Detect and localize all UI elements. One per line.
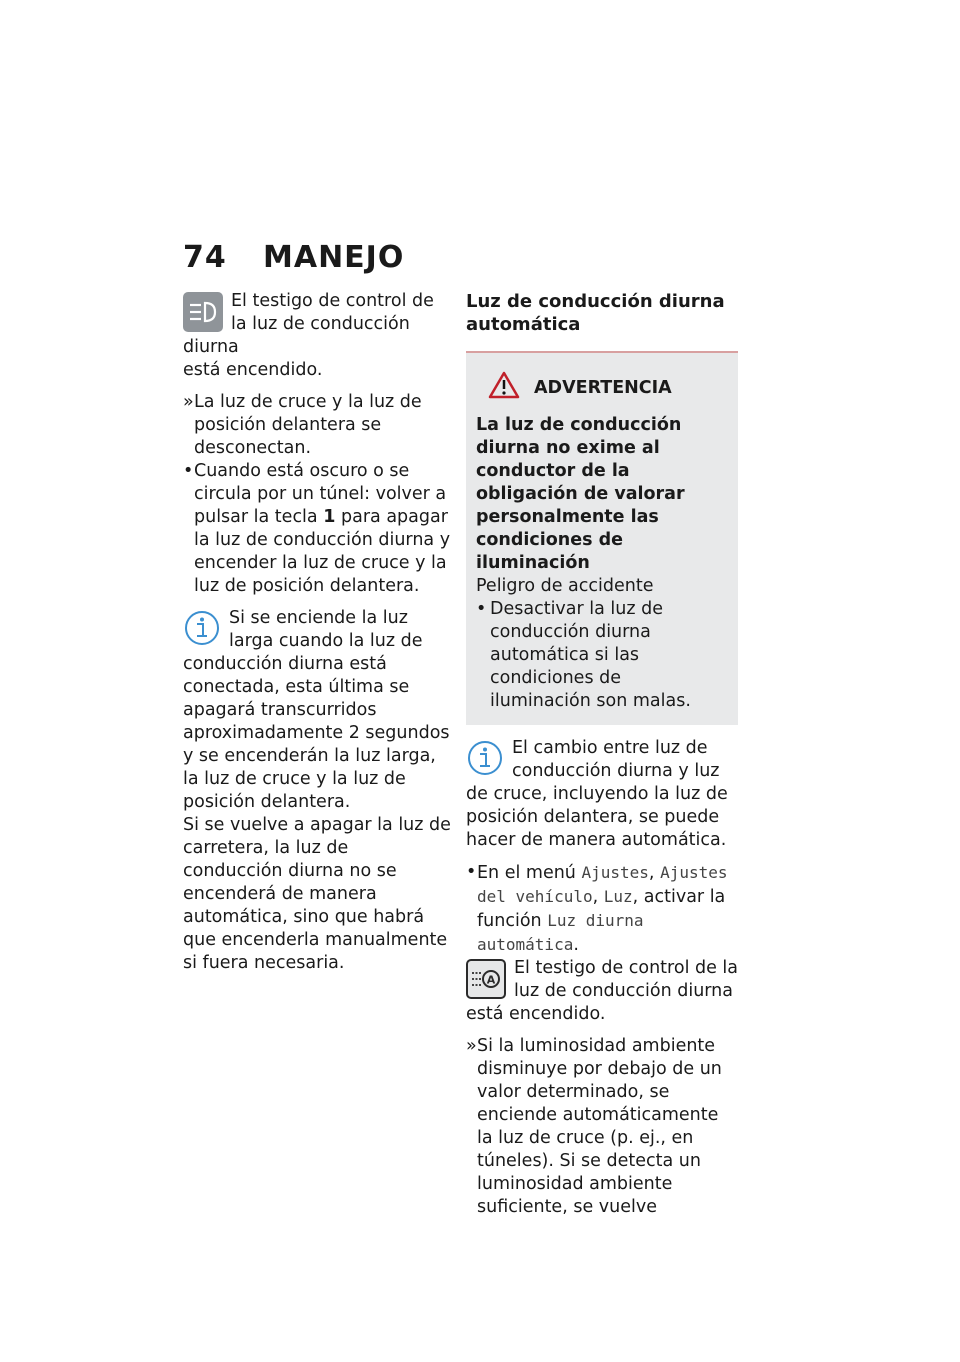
warning-box: [466, 351, 738, 725]
info-note: [183, 607, 451, 814]
warning-label: ADVERTENCIA: [534, 378, 672, 398]
warning-text: Peligro de accidente: [476, 576, 654, 596]
info-icon: [466, 739, 504, 777]
result-text-right: Si la luminosidad ambiente disminuye por debajo de un valor determinado, se enciende automáticamente la luz de cruce (p. ej., en túneles). Si se detecta un luminosidad ambiente suficiente, se vuelve: [477, 1036, 722, 1217]
indicator-text-right: El testigo de control de la luz de conducción diurna está encendido.: [466, 958, 739, 1024]
section-title: Luz de conducción diurna automática: [466, 291, 725, 335]
menu-path-light: Luz: [603, 887, 633, 906]
indicator-note-right: [466, 957, 738, 1026]
bullet-item: • Cuando está oscuro o se circula por un túnel: volver a pulsar la tecla 1 para apagar la luz de conducción diurna y encender la luz de cruce y la luz de posición delantera.: [183, 461, 451, 596]
indicator-text: El testigo de control de la luz de conducción diurna está encendido.: [183, 291, 434, 380]
daytime-running-light-icon: [183, 292, 223, 332]
warning-bullet: • Desactivar la luz de conducción diurna automática si las condiciones de iluminación son malas.: [476, 599, 691, 711]
result-text: La luz de cruce y la luz de posición delantera se desconectan.: [194, 392, 422, 458]
info-text: Si se enciende la luz larga cuando la luz de conducción diurna está conectada, esta última se apagará transcurridos aproximadamente 2 segundos y se encenderán la luz larga, la luz de cruce y la luz de posición delantera.: [183, 608, 450, 812]
page-title: MANEJO: [263, 240, 405, 275]
right-column: [466, 290, 738, 1219]
info-note-right: [466, 737, 738, 852]
warning-bold-text: La luz de conducción diurna no exime al conductor de la obligación de valorar personalmente las condiciones de iluminación: [476, 415, 685, 573]
menu-function-auto-daylight: Luz diurna automática: [477, 911, 644, 954]
menu-instruction: • En el menú Ajustes, Ajustes del vehículo, Luz, activar la función Luz diurna automática.: [466, 862, 728, 955]
info-icon: [183, 609, 221, 647]
svg-text:A: A: [486, 973, 496, 987]
page-number: 74: [183, 240, 227, 275]
warning-header: [476, 371, 726, 406]
indicator-note: [183, 290, 451, 382]
result-mark: »: [183, 392, 194, 412]
key-label: 1: [323, 507, 336, 527]
page-header: [183, 240, 404, 275]
result-item-right: » Si la luminosidad ambiente disminuye por debajo de un valor determinado, se enciende automáticamente la luz de cruce (p. ej., en túneles). Si se detecta un luminosidad ambiente suficiente, se vuelve: [466, 1036, 722, 1217]
warning-triangle-icon: [488, 371, 520, 406]
auto-daytime-running-light-icon: [466, 959, 506, 999]
bullet-mark: •: [183, 461, 194, 481]
info-text-2: Si se vuelve a apagar la luz de carretera, la luz de conducción diurna no se encenderá de manera automática, sino que habrá que encenderla manualmente si fuera necesaria.: [183, 815, 451, 973]
left-column: [183, 290, 451, 975]
info-text-right: El cambio entre luz de conducción diurna y luz de cruce, incluyendo la luz de posición delantera, se puede hacer de manera automática.: [466, 738, 728, 850]
menu-path-settings: Ajustes: [581, 863, 649, 882]
result-item: [183, 391, 451, 460]
menu-path-vehicle-settings: Ajustes del vehículo: [477, 863, 728, 906]
